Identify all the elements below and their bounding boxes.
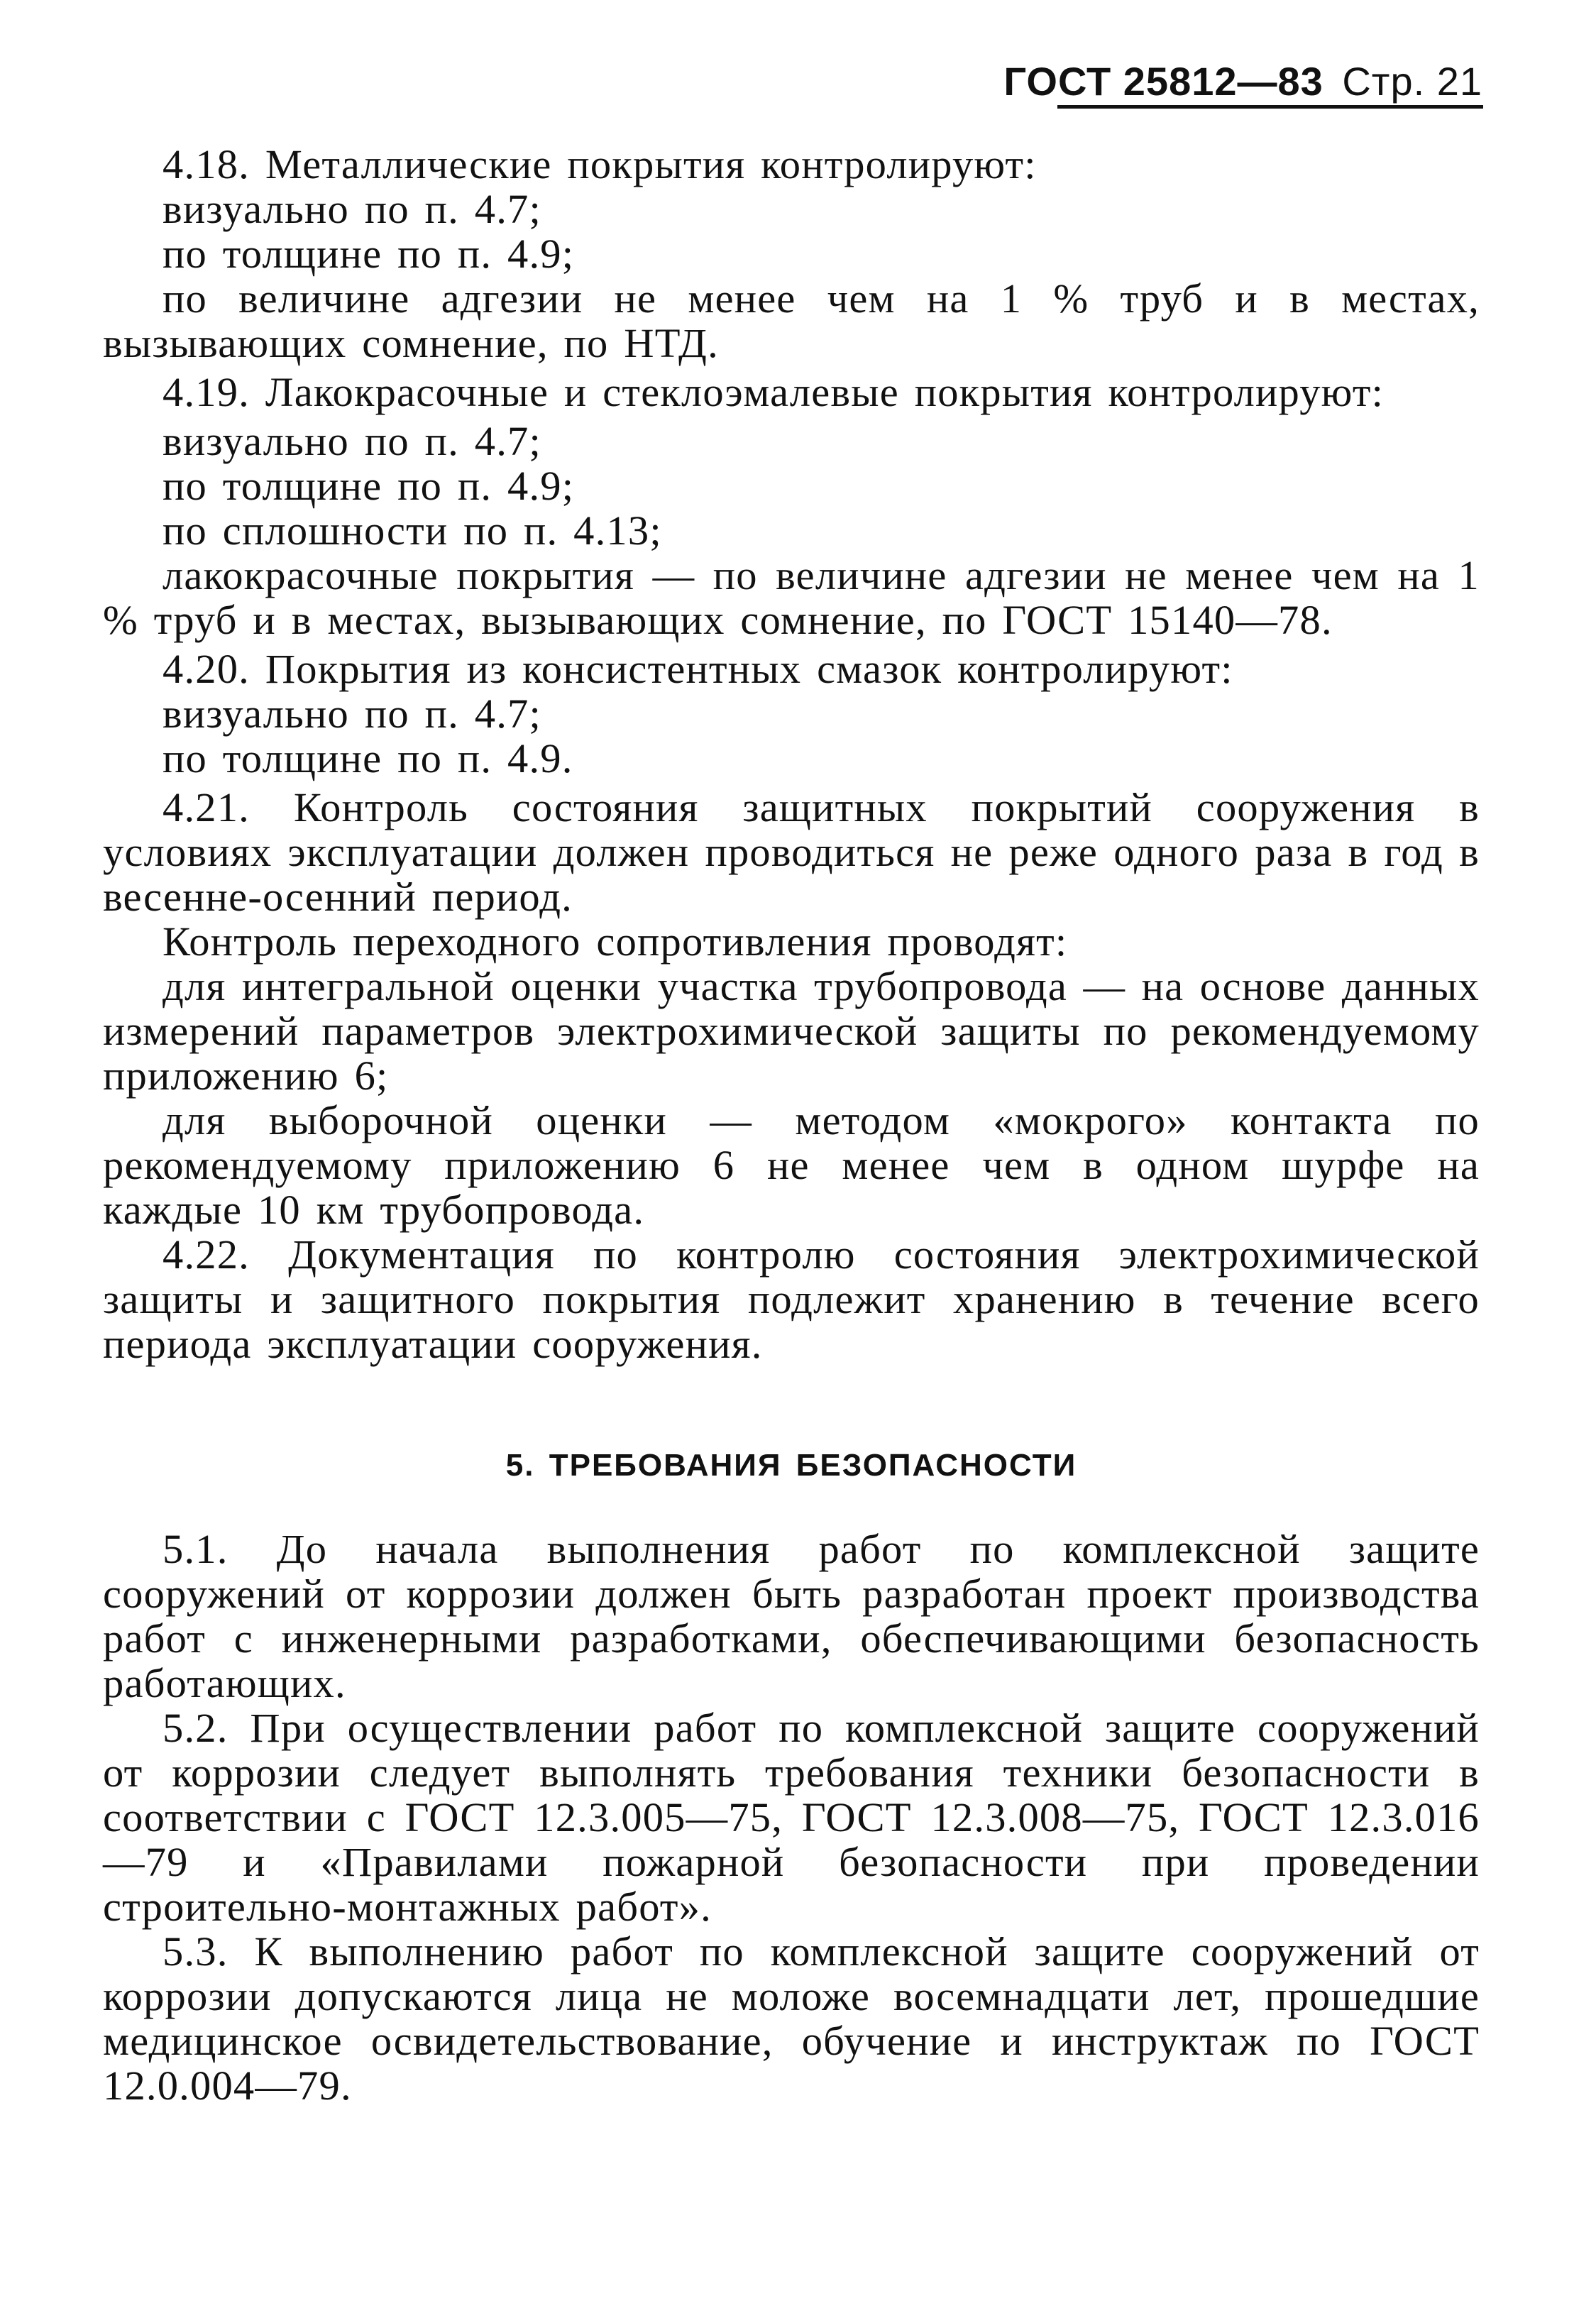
- clause-4-19-item: визуально по п. 4.7;: [163, 418, 541, 464]
- clause-4-19-item: лакокрасочные покрытия — по величине адгезии не менее чем на 1 % труб и в местах, вызывающих сомнение, по ГОСТ 15140—78.: [103, 552, 1480, 643]
- running-header: [1003, 58, 1482, 104]
- section-title: 5. ТРЕБОВАНИЯ БЕЗОПАСНОСТИ: [505, 1448, 1077, 1483]
- clause-4-19-item: по толщине по п. 4.9;: [163, 463, 575, 509]
- clause-4-18-item: визуально по п. 4.7;: [163, 186, 541, 232]
- clause-4-21-sub: Контроль переходного сопротивления проводят:: [163, 918, 1068, 965]
- clause-4-18-item: по величине адгезии не менее чем на 1 % труб и в местах, вызывающих сомнение, по НТД.: [103, 275, 1480, 366]
- clause-5-2: 5.2. При осуществлении работ по комплексной защите сооружений от коррозии следует выполнять требования техники безопасности в соответствии с ГОСТ 12.3.005—75, ГОСТ 12.3.008—75, ГОСТ 12.3.016—79 и «Правилами пожарной безопасности при проведении строительно-монтажных работ».: [103, 1705, 1480, 1930]
- clause-4-20: 4.20. Покрытия из консистентных смазок контролируют:: [163, 646, 1233, 692]
- clause-4-20-item: по толщине по п. 4.9.: [163, 735, 573, 781]
- header-rule: [1057, 105, 1483, 109]
- clause-5-3: 5.3. К выполнению работ по комплексной защите сооружений от коррозии допускаются лица не моложе восемнадцати лет, прошедшие медицинское освидетельствование, обучение и инструктаж по ГОСТ 12.0.004—79.: [103, 1928, 1480, 2109]
- document-body: [103, 142, 1480, 2108]
- clause-4-21-item: для выборочной оценки — методом «мокрого» контакта по рекомендуемому приложению 6 не менее чем в одном шурфе на каждые 10 км трубопровода.: [103, 1097, 1480, 1233]
- page-number: Стр. 21: [1342, 59, 1482, 104]
- document-id: ГОСТ 25812—83: [1003, 59, 1323, 104]
- clause-4-20-item: визуально по п. 4.7;: [163, 691, 541, 737]
- clause-4-19: 4.19. Лакокрасочные и стеклоэмалевые покрытия контролируют:: [163, 369, 1385, 415]
- clause-5-1: 5.1. До начала выполнения работ по комплексной защите сооружений от коррозии должен быть разработан проект производства работ с инженерными разработками, обеспечивающими безопасность работающих.: [103, 1526, 1480, 1706]
- clause-4-22: 4.22. Документация по контролю состояния электрохимической защиты и защитного покрытия подлежит хранению в течение всего периода эксплуатации сооружения.: [103, 1231, 1480, 1367]
- clause-4-21-item: для интегральной оценки участка трубопровода — на основе данных измерений параметров электрохимической защиты по рекомендуемому приложению 6;: [103, 963, 1480, 1099]
- clause-4-19-item: по сплошности по п. 4.13;: [163, 507, 662, 554]
- clause-4-18: 4.18. Металлические покрытия контролируют:: [163, 141, 1037, 187]
- clause-4-18-item: по толщине по п. 4.9;: [163, 231, 575, 277]
- clause-4-21: 4.21. Контроль состояния защитных покрытий сооружения в условиях эксплуатации должен проводиться не реже одного раза в год в весенне-осенний период.: [103, 784, 1480, 920]
